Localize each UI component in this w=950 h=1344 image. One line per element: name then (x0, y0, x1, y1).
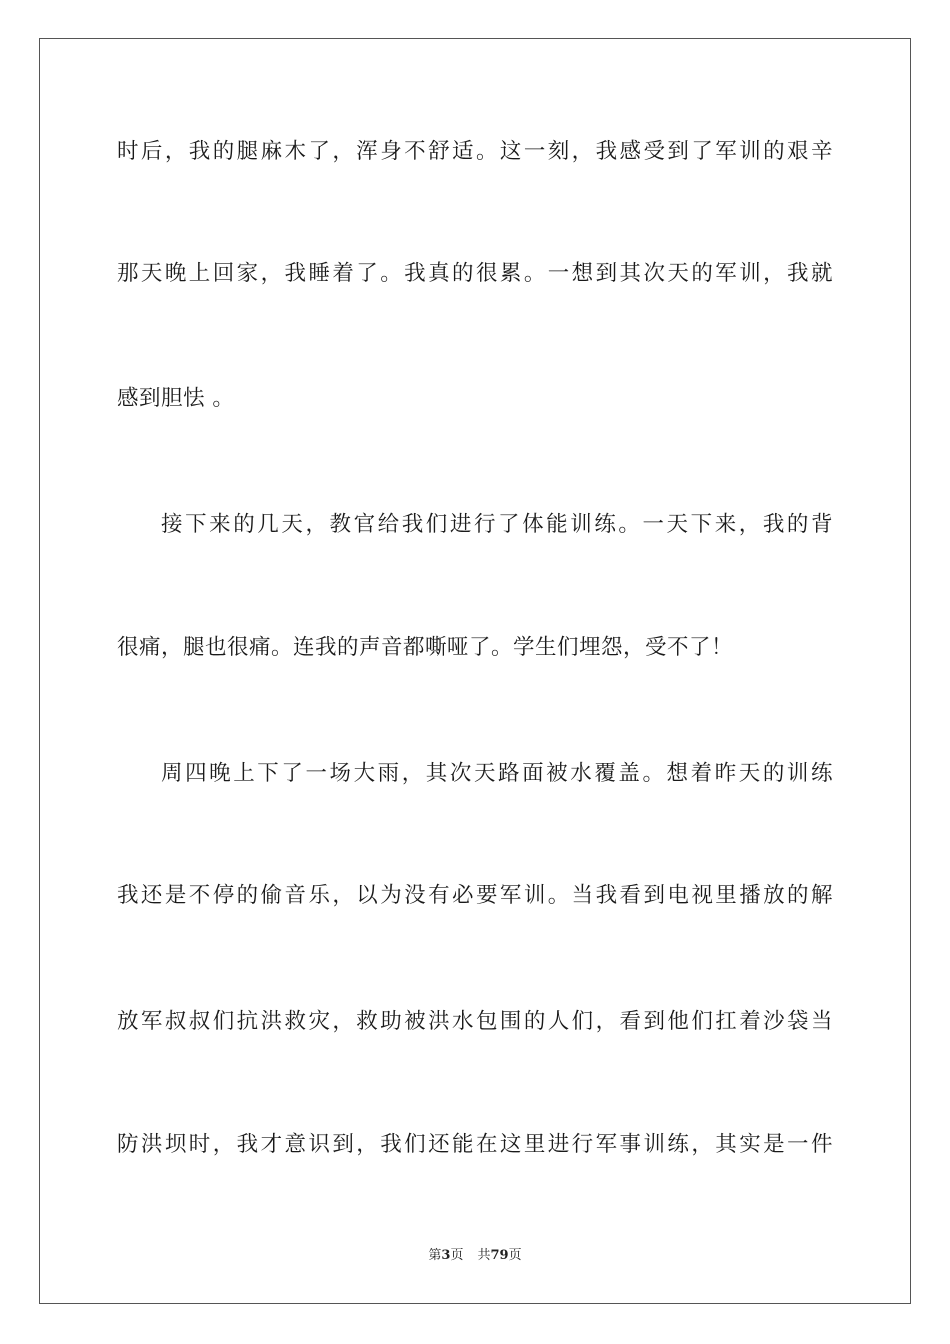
page-border (39, 38, 911, 1304)
page-number: 3 (441, 1248, 451, 1263)
page-prefix: 第 (428, 1248, 442, 1263)
page-footer (0, 1247, 950, 1265)
total-prefix: 共 (477, 1248, 491, 1263)
total-pages: 79 (490, 1248, 509, 1263)
text-line: 放军叔叔们抗洪救灾，救助被洪水包围的人们，看到他们扛着沙袋当 (117, 1009, 833, 1034)
text-line: 那天晚上回家，我睡着了。我真的很累。一想到其次天的军训，我就 (117, 261, 833, 286)
page-suffix: 页 (450, 1248, 464, 1263)
text-line: 时后，我的腿麻木了，浑身不舒适。这一刻，我感受到了军训的艰辛 (117, 139, 833, 164)
text-line: 感到胆怯 。 (117, 386, 235, 411)
text-line: 防洪坝时，我才意识到，我们还能在这里进行军事训练，其实是一件 (117, 1132, 833, 1157)
paragraph-first-line: 接下来的几天，教官给我们进行了体能训练。一天下来，我的背 (161, 512, 833, 537)
text-line: 很痛，腿也很痛。连我的声音都嘶哑了。学生们埋怨，受不了！ (117, 635, 734, 660)
paragraph-first-line: 周四晚上下了一场大雨，其次天路面被水覆盖。想着昨天的训练 (161, 761, 833, 786)
total-suffix: 页 (508, 1248, 522, 1263)
text-line: 我还是不停的偷音乐，以为没有必要军训。当我看到电视里播放的解 (117, 883, 833, 908)
